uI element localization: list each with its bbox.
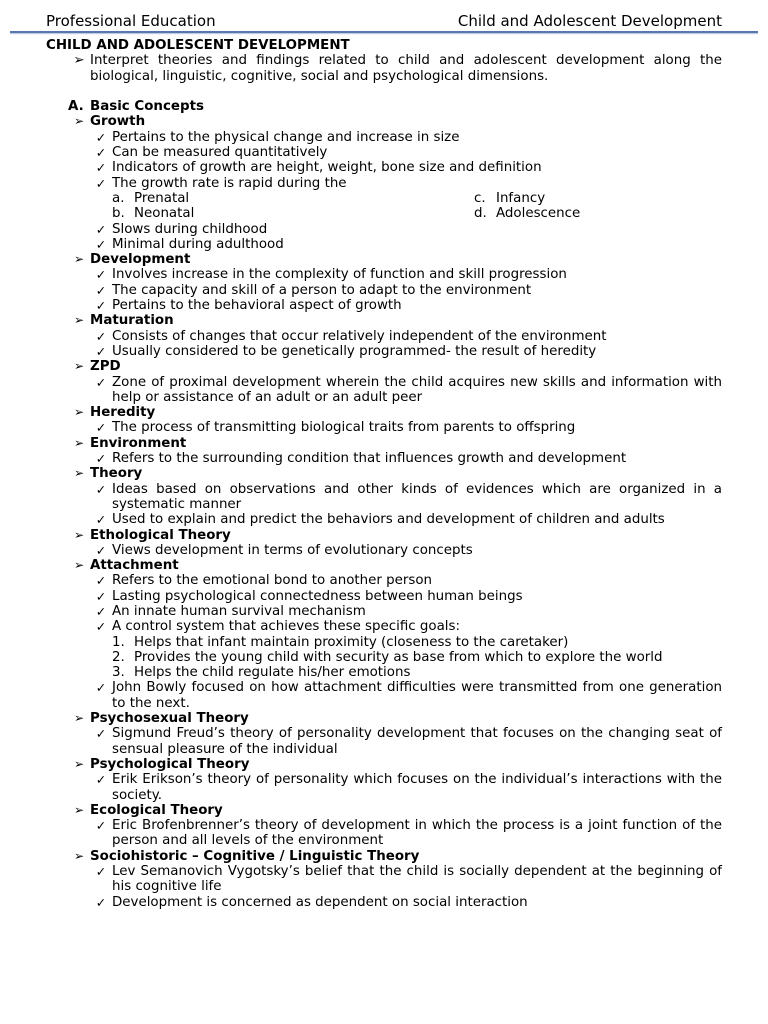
- checkmark-icon: ✓: [95, 236, 107, 252]
- list-item: ✓ Lasting psychological connectedness between human beings: [46, 589, 722, 604]
- checkmark-icon: ✓: [95, 573, 107, 589]
- list-item: ✓ John Bowly focused on how attachment difficulties were transmitted from one generation to the next.: [46, 680, 722, 711]
- list-item: ✓ A control system that achieves these specific goals:: [46, 619, 722, 634]
- checkmark-icon: ✓: [95, 512, 107, 528]
- intro-item: ➢ Interpret theories and findings related to child and adolescent development along the biological, linguistic, cognitive, social and psychological dimensions.: [46, 53, 722, 84]
- topic-heading: ➢ Heredity: [46, 405, 722, 420]
- topic-heading: ➢ Growth: [46, 114, 722, 129]
- list-item: ✓ An innate human survival mechanism: [46, 604, 722, 619]
- checkmark-icon: ✓: [95, 282, 107, 298]
- checkmark-icon: ✓: [95, 726, 107, 742]
- checkmark-icon: ✓: [95, 374, 107, 390]
- list-item: ✓ Views development in terms of evolutionary concepts: [46, 543, 722, 558]
- list-item: ✓ Indicators of growth are height, weight, bone size and definition: [46, 160, 722, 175]
- period-item: b. Neonatal: [112, 206, 195, 222]
- checkmark-icon: ✓: [95, 542, 107, 558]
- arrow-bullet-icon: ➢: [73, 313, 85, 328]
- list-item: ✓ Erik Erikson’s theory of personality which focuses on the individual’s interactions with the society.: [46, 772, 722, 803]
- list-item: ✓ Lev Semanovich Vygotsky’s belief that the child is socially dependent at the beginning of his cognitive life: [46, 864, 722, 895]
- arrow-bullet-icon: ➢: [73, 527, 85, 542]
- spacer: [46, 84, 722, 99]
- period-item: c. Infancy: [474, 190, 546, 206]
- list-item: ✓ Zone of proximal development wherein the child acquires new skills and information with help or assistance of an adult or an adult peer: [46, 375, 722, 406]
- checkmark-icon: ✓: [95, 772, 107, 788]
- period-row: [46, 191, 722, 206]
- checkmark-icon: ✓: [95, 298, 107, 314]
- numbered-item: 2. Provides the young child with security as base from which to explore the world: [112, 649, 663, 665]
- list-item: ✓ Used to explain and predict the behaviors and development of children and adults: [46, 512, 722, 527]
- arrow-bullet-icon: ➢: [73, 53, 85, 69]
- arrow-bullet-icon: ➢: [73, 802, 85, 817]
- checkmark-icon: ✓: [95, 894, 107, 910]
- checkmark-icon: ✓: [95, 481, 107, 497]
- topic-heading: ➢ Ecological Theory: [46, 803, 722, 818]
- page-header: [46, 11, 722, 33]
- topic-heading: ➢ Theory: [46, 466, 722, 481]
- header-left: Professional Education: [46, 12, 216, 30]
- checkmark-icon: ✓: [95, 175, 107, 191]
- topic-heading: ➢ Ethological Theory: [46, 528, 722, 543]
- list-item: ✓ The process of transmitting biological traits from parents to offspring: [46, 420, 722, 435]
- checkmark-icon: ✓: [95, 619, 107, 635]
- list-item: ✓ Consists of changes that occur relatively independent of the environment: [46, 329, 722, 344]
- arrow-bullet-icon: ➢: [73, 359, 85, 374]
- checkmark-icon: ✓: [95, 129, 107, 145]
- list-item: ✓ Usually considered to be genetically programmed- the result of heredity: [46, 344, 722, 359]
- checkmark-icon: ✓: [95, 145, 107, 161]
- list-item: ✓ Refers to the surrounding condition that influences growth and development: [46, 451, 722, 466]
- topic-heading: ➢ ZPD: [46, 359, 722, 374]
- arrow-bullet-icon: ➢: [73, 114, 85, 129]
- checkmark-icon: ✓: [95, 680, 107, 696]
- period-item: a. Prenatal: [112, 190, 190, 206]
- checkmark-icon: ✓: [95, 864, 107, 880]
- list-item: ✓ Development is concerned as dependent on social interaction: [46, 895, 722, 910]
- arrow-bullet-icon: ➢: [73, 405, 85, 420]
- list-item: ✓ Can be measured quantitatively: [46, 145, 722, 160]
- list-item: ✓ Pertains to the physical change and increase in size: [46, 130, 722, 145]
- checkmark-icon: ✓: [95, 451, 107, 467]
- numbered-item: 3. Helps the child regulate his/her emotions: [112, 665, 411, 681]
- checkmark-icon: ✓: [95, 328, 107, 344]
- arrow-bullet-icon: ➢: [73, 848, 85, 863]
- checkmark-icon: ✓: [95, 603, 107, 619]
- period-item: d. Adolescence: [474, 206, 581, 222]
- arrow-bullet-icon: ➢: [73, 756, 85, 771]
- period-row: [46, 206, 722, 221]
- list-item: ✓ The capacity and skill of a person to adapt to the environment: [46, 283, 722, 298]
- topic-heading: ➢ Sociohistoric – Cognitive / Linguistic Theory: [46, 849, 722, 864]
- list-item: ✓ Ideas based on observations and other kinds of evidences which are organized in a systematic manner: [46, 482, 722, 513]
- list-item: ✓ Refers to the emotional bond to another person: [46, 573, 722, 588]
- arrow-bullet-icon: ➢: [73, 252, 85, 267]
- arrow-bullet-icon: ➢: [73, 711, 85, 726]
- topic-heading: ➢ Psychosexual Theory: [46, 711, 722, 726]
- header-right: Child and Adolescent Development: [457, 12, 722, 30]
- checkmark-icon: ✓: [95, 343, 107, 359]
- checkmark-icon: ✓: [95, 818, 107, 834]
- document-title: CHILD AND ADOLESCENT DEVELOPMENT: [46, 38, 350, 53]
- checkmark-icon: ✓: [95, 160, 107, 176]
- list-item: ✓ Involves increase in the complexity of function and skill progression: [46, 267, 722, 282]
- numbered-item: 1. Helps that infant maintain proximity (closeness to the caretaker): [112, 634, 569, 650]
- arrow-bullet-icon: ➢: [73, 466, 85, 481]
- list-item: ✓ The growth rate is rapid during the: [46, 176, 722, 191]
- arrow-bullet-icon: ➢: [73, 558, 85, 573]
- topic-heading: ➢ Environment: [46, 436, 722, 451]
- topic-heading: ➢ Development: [46, 252, 722, 267]
- checkmark-icon: ✓: [95, 267, 107, 283]
- topic-heading: ➢ Attachment: [46, 558, 722, 573]
- checkmark-icon: ✓: [95, 420, 107, 436]
- list-item: ✓ Eric Brofenbrenner’s theory of development in which the process is a joint function of the person and all levels of the environment: [46, 818, 722, 849]
- list-item: ✓ Slows during childhood: [46, 222, 722, 237]
- header-rule: [10, 31, 758, 33]
- checkmark-icon: ✓: [95, 221, 107, 237]
- arrow-bullet-icon: ➢: [73, 435, 85, 450]
- topic-heading: ➢ Maturation: [46, 313, 722, 328]
- checkmark-icon: ✓: [95, 588, 107, 604]
- list-item: ✓ Sigmund Freud’s theory of personality development that focuses on the changing seat of sensual pleasure of the individual: [46, 726, 722, 757]
- list-item: ✓ Pertains to the behavioral aspect of growth: [46, 298, 722, 313]
- list-item: ✓ Minimal during adulthood: [46, 237, 722, 252]
- topic-heading: ➢ Psychological Theory: [46, 757, 722, 772]
- section-heading: A. Basic Concepts: [68, 99, 204, 115]
- document-body: [46, 38, 722, 910]
